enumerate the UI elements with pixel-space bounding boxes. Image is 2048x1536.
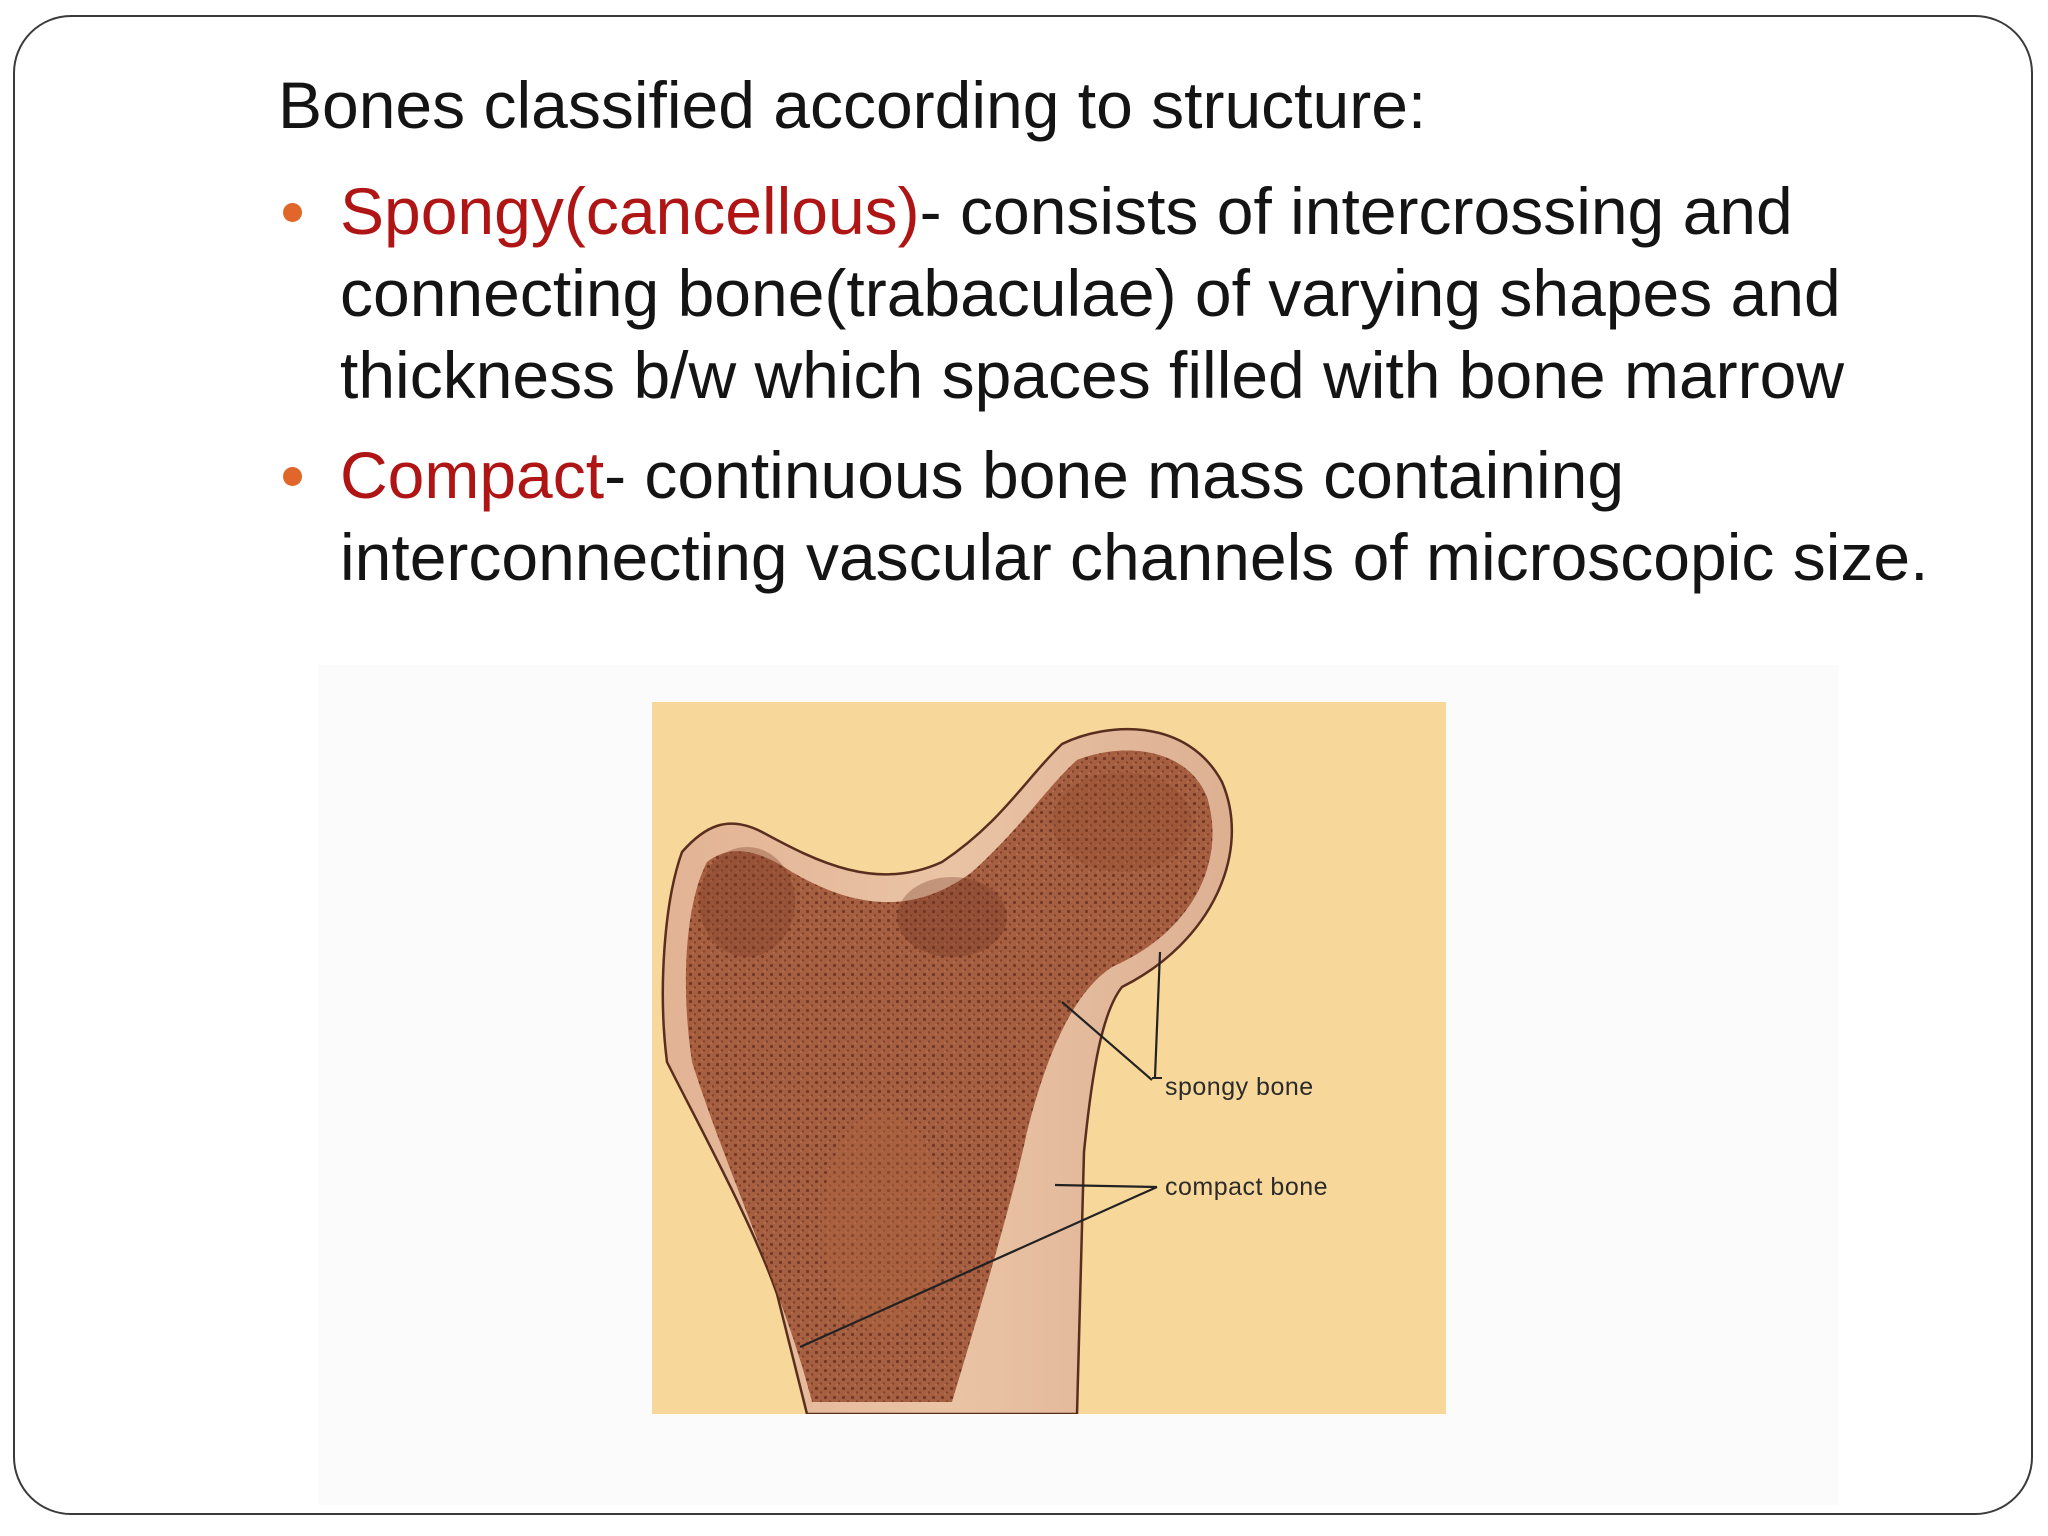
- label-spongy-bone: spongy bone: [1165, 1073, 1314, 1101]
- bullet-dot-icon: [283, 467, 302, 486]
- femur-section-image: [652, 702, 1446, 1414]
- bullet-spongy: [280, 170, 1940, 416]
- definition-spongy: - consists of intercrossing and connecting bone(trabaculae) of varying shapes and thickness b/w which spaces filled with bone marrow: [340, 174, 1844, 412]
- label-compact-bone: compact bone: [1165, 1173, 1329, 1201]
- term-spongy: Spongy(cancellous): [340, 174, 920, 248]
- definition-compact: - continuous bone mass containing interconnecting vascular channels of microscopic size.: [340, 438, 1929, 594]
- bullet-compact: [280, 434, 1940, 598]
- slide-title: Bones classified according to structure:: [278, 68, 1427, 142]
- bullet-list: [280, 170, 1940, 616]
- bullet-dot-icon: [283, 203, 302, 222]
- term-compact: Compact: [340, 438, 605, 512]
